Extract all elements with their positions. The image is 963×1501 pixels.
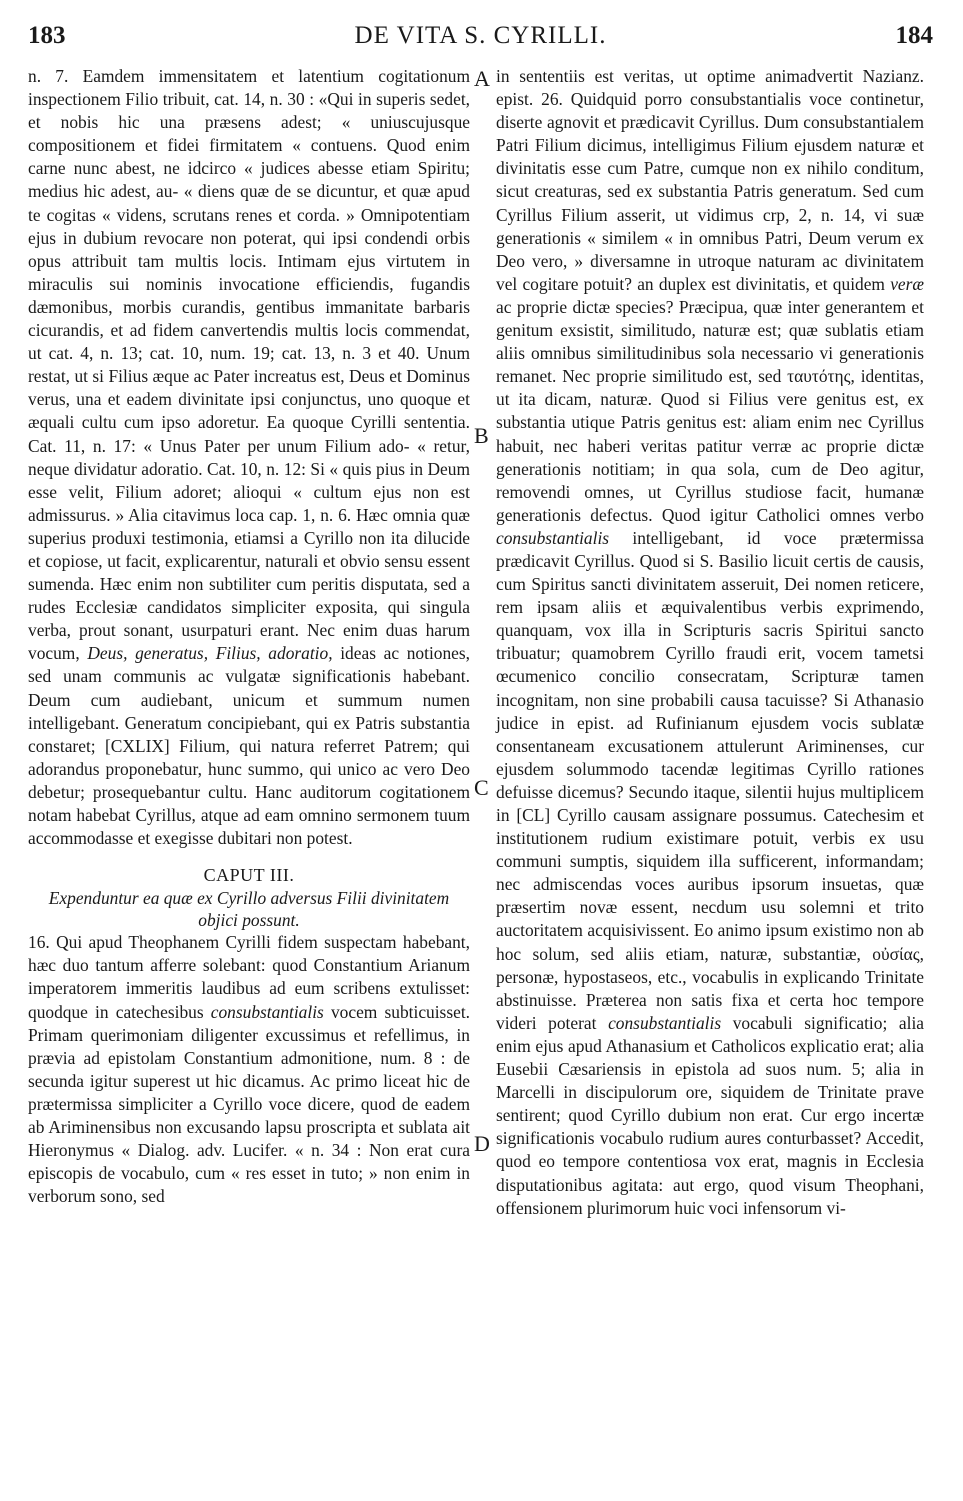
- margin-letter-d: D: [474, 1131, 490, 1156]
- right-italic-c: consubstantialis: [608, 1012, 722, 1033]
- margin-letter-c: C: [474, 775, 489, 800]
- right-column: [496, 65, 924, 1220]
- margin-letter-a: A: [474, 66, 490, 91]
- left-para1-end: ideas ac notiones, sed unam communis ac vulgatæ significationis habebant. Deum cum audiebant, unicum et summum numen intelligebant. Generatum concipiebant, qui ex Patris substantia constaret; [CXLIX] Filium, qui natura referret Patrem; qui adorandus proponebatur, hunc summo, qui unico ac vero Deo debetur; prosequebantur cultu. Hanc auditorum cogitationem notam habebat Cyrillus, atque ad eam omnino sermonem tuum accommodasse et exegisse dubitari non potest.: [28, 643, 471, 849]
- chapter-heading: CAPUT III.: [203, 865, 295, 886]
- right-italic-a: veræ: [890, 273, 924, 294]
- left-column: [28, 65, 470, 1208]
- running-header: [28, 12, 933, 52]
- left-paragraph-1: [28, 65, 470, 850]
- left-para1-italic: Deus, generatus, Filius, adoratio,: [87, 643, 333, 664]
- right-text-a: in sententiis est veritas, ut optime animadvertit Nazianz. epist. 26. Quidquid porro consubstantialis voce continetur, diserte agnovit et prædicavit Cyrillus. Dum consubstantialem Patri Filium dicimus, intelligimus Filium ejusdem naturæ et divinitatis esse cum Patre, cumque non ex nihilo conditum, sicut creaturas, sed ex substantia Patris generatum. Sed cum Cyrillus Filium asserit, ut vidimus crp, 2, n. 14, vi suæ generationis « similem « in omnibus Patri, Deum verum ex Deo vero, » diversamne in utroque naturam ac divinitatem vel cogitare potuit? an duplex est divinitatis, et quidem: [496, 66, 924, 294]
- left-para1-text: n. 7. Eamdem immensitatem et latentium cogitationum inspectionem Filio tribuit, cat. 14, n. 30 : «Qui in superis sedet, et nobis hic una præsens adest; « uniuscujusque compositionem et fidei firmitatem « contuens. Quod enim carne nunc abest, ne idcirco « judices abesse etiam Spiritu; medius hic adest, au- « diens quæ de se dicuntur, et quæ apud te cogitas « videns, scrutans renes et corda. » Omnipotentiam ejus in dubium revocare non poterat, qui ipsi condendi orbis opus attribuit tam multis locis. Intimam ejus virtutem in miraculis sui nominis invocatione efficiendis, fugandis dæmonibus, morbis curandis, gentibus immanitate barbaris cicurandis, et ad fidem canvertendis multis locis commendat, ut cat. 4, n. 13; cat. 10, num. 19; cat. 13, n. 3 et 40. Unum restat, ut si Filius æque ac Pater increatus est, Deus et Dominus verus, una et eadem divinitate ipsi conjunctus, uno quoque et æquali cultu cum ipso adoretur. Ea quoque Cyrilli sententia. Cat. 11, n. 17: « Unus Pater per unum Filium ado- « retur, neque dividatur adoratio. Cat. 10, n. 12: Si « quis pius in Deum esse velit, Filium adoret; alioqui « cultum ejus non est admissurus. » Alia citavimus loca cap. 1, n. 6. Hæc omnia quæ superius produxi testimonia, etiamsi a Cyrillo non ita dilucide et copiose, ut facit, explicarentur, naturali et obvio sensu essent sumenda. Hæc enim non subtiliter cum peritis disputata, sed a rudes Ecclesiæ candidatos simpliciter exposita, qui singula verba, prout sonant, usurpaturi erant. Nec enim duas harum vocum,: [28, 66, 470, 664]
- margin-letter-b: B: [474, 423, 489, 448]
- right-text-c: intelligebant, id voce prætermissa prædicavit Cyrillus. Quod si S. Basilio licuit certis de causis, cum Spiritus sancti divinitatem asseruit, Dei nomen reticere, rem ipsam aliis et æquivalentibus verbis exprimendo, quanquam, vox illa in Scripturis sacris Spiritui sancto tribuatur; quamobrem Cyrillo fraudi erit, vocem tametsi œcumenico concilio consecratam, Scripturæ tamen incognitam, non sine probabili causa tacuisse? Si Athanasio judice in epist. ad Rufinianum ejusdem vocis sublatæ consentaneam excusationem attulerunt Ariminenses, cur ejusdem solummodo tacendæ legitimas Cyrillo rationes defuisse dicemus? Secundo itaque, silentii hujus multiplicem in [CL] Cyrillo causam assignare possumus. Catechesim et institutionem rudium existimare potuit, verbis ex usu communi sumptis, siquidem illa sufficerent, informandam; nec admiscendas voces auribus ipsorum insuetas, quæ præsertim novæ essent, necdum usu solemni et trito auctoritatem acquisivissent. Eo animo ipsum existimo non ab hoc solum, sed aliis etiam, naturæ, substantiæ, οὐσίας, personæ, hypostaseos, etc., vocabulis in explicando Trinitate abstinuisse. Præterea non satis fixa et certa hoc tempore videri poterat: [496, 527, 924, 1033]
- left-paragraph-2: [28, 931, 470, 1208]
- left-para2-b: vocem subticuisset. Primam querimoniam diligenter excussimus et refellimus, in prævia ad epistolam Constantium admonitione, num. 8 : de secunda igitur superest ut hic dicamus. Ac primo liceat hic de prætermissa simpliciter a Cyrillo voce dicere, quod de eadem ab Ariminensibus non excusando lapsu proscripta et sublata ait Hieronymus « Dialog. adv. Lucifer. « n. 34 : Non erat cura episcopis de vocabulo, cum « res esset in tuto; » non enim in verborum sono, sed: [28, 1001, 470, 1207]
- left-para2-a: 16. Qui apud Theophanem Cyrilli fidem suspectam habebant, hæc duo tantum afferre solebant: quod Constantium Arianum imperatorem immeritis laudibus ad eum scribens extulisset: quodque in catechesibus: [28, 932, 470, 1022]
- left-para2-italic: consubstantialis: [210, 1001, 324, 1022]
- chapter-subtitle: Expenduntur ea quæ ex Cyrillo adversus Filii divinitatem objici possunt.: [48, 888, 450, 931]
- page-number-right: 184: [895, 22, 933, 49]
- right-italic-b: consubstantialis: [496, 527, 610, 548]
- page-number-left: 183: [28, 22, 66, 49]
- right-text-d: vocabuli significatio; alia enim ejus apud Athanasium et Catholicos explicatio erat; alia Eusebii Cæsariensis in epistola ad suos num. 5; alia in Marcelli in discipulorum ore, siquidem de Trinitate prave sentirent; quod Cyrillo dubium non erat. Cur ergo incertæ significationis vocabulo rudium aures conturbasset? Accedit, quod eo tempore contentiosa vox erat, magnis in Ecclesia disputationibus agitata: aut ergo, quod visum Theophani, offensionem plurimorum huic voci infensorum vi-: [496, 1012, 924, 1218]
- right-paragraph: [496, 65, 924, 1220]
- right-text-b: ac proprie dictæ species? Præcipua, quæ inter generantem et genitum exsistit, similitudo, naturæ est; quæ sublatis etiam aliis omnibus similitudinibus sola necessario vi generationis remanet. Nec proprie similitudo est, sed ταυτότης, identitas, ut ita dicam, naturæ. Quod si Filius vere genitus est, ex substantia utique Patris genitus est: aliam enim nec Cyrillus habuit, nec haberi veritas patitur verræ ac proprie dictæ generationis notitiam; in qua sola, cum de Deo agitur, removendi omnes, ut Cyrillus studiose facit, humanæ generationis defectus. Quod igitur Catholici omnes verbo: [496, 296, 924, 525]
- running-title: DE VITA S. CYRILLI.: [354, 22, 607, 49]
